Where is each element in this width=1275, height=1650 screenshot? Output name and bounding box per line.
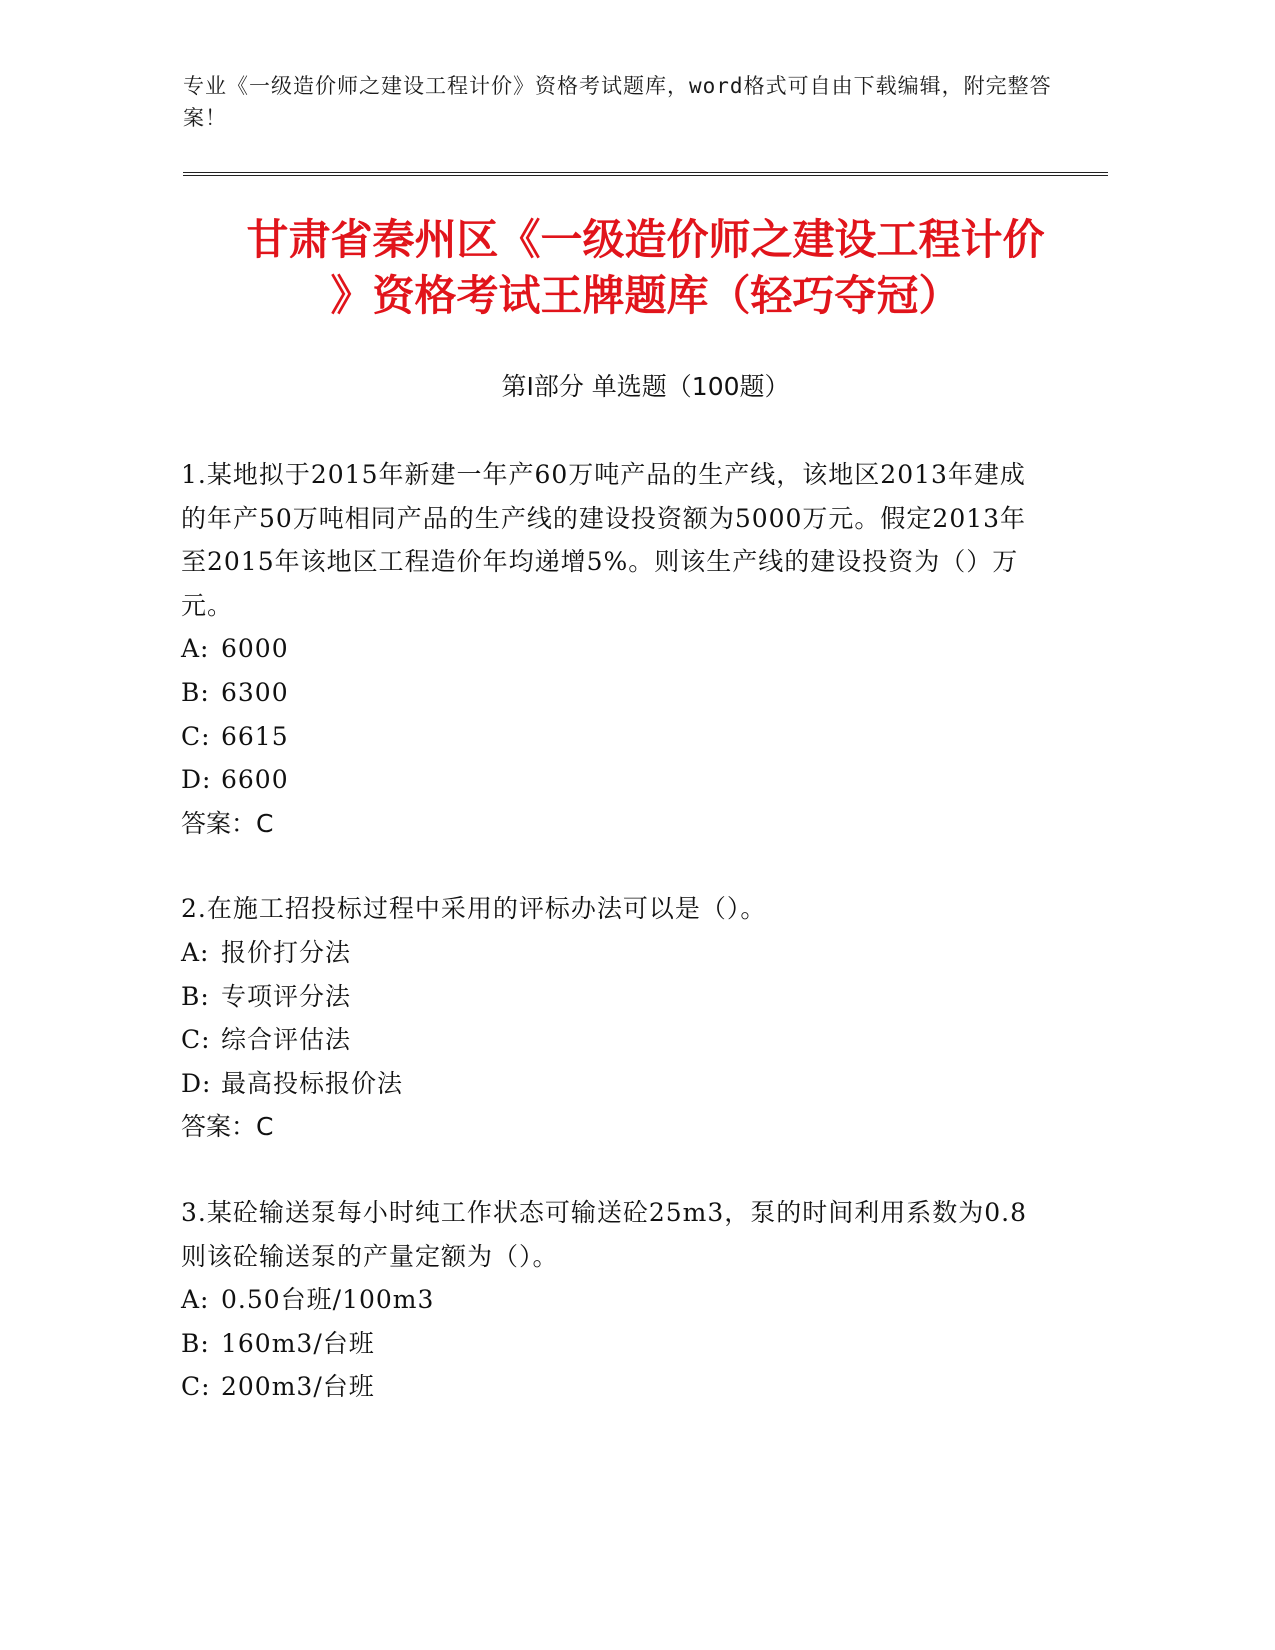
option-text: 6615 (221, 721, 289, 751)
option-letter: C: (181, 1372, 211, 1402)
option-b (181, 1322, 1041, 1366)
document-title (183, 212, 1108, 324)
question-3 (181, 1191, 1041, 1409)
option-letter: C: (181, 1025, 211, 1055)
document-title-line-2: 》资格考试王牌题库（轻巧夺冠） (330, 271, 961, 320)
option-text: 6000 (221, 634, 289, 664)
answer-line: 答案：C (181, 808, 274, 838)
option-text: 报价打分法 (221, 937, 352, 967)
option-c (181, 1018, 1041, 1062)
option-text: 200m3/台班 (221, 1372, 375, 1402)
question-1 (181, 453, 1041, 845)
option-text: 6300 (221, 677, 289, 707)
option-letter: A: (181, 1285, 210, 1315)
option-text: 综合评估法 (221, 1025, 352, 1055)
answer-line: 答案：C (181, 1112, 274, 1142)
option-letter: C: (181, 721, 211, 751)
question-2 (181, 887, 1041, 1149)
option-d (181, 758, 1041, 802)
option-text: 0.50台班/100m3 (221, 1285, 435, 1315)
option-d (181, 1062, 1041, 1106)
option-text: 6600 (221, 765, 289, 795)
question-list (181, 453, 1041, 1451)
question-stem: 2.在施工招投标过程中采用的评标办法可以是（）。 (181, 894, 767, 924)
option-letter: B: (181, 1328, 210, 1358)
option-letter: A: (181, 634, 210, 664)
question-stem: 1.某地拟于2015年新建一年产60万吨产品的生产线，该地区2013年建成的年产50万吨相同产品的生产线的建设投资额为5000万元。假定2013年至2015年该地区工程造价年均递增5%。则该生产线的建设投资为（）万元。 (181, 460, 1027, 620)
question-stem: 3.某砼输送泵每小时纯工作状态可输送砼25m3，泵的时间利用系数为0.8则该砼输送泵的产量定额为（）。 (181, 1197, 1028, 1271)
option-a (181, 931, 1041, 975)
option-a (181, 1278, 1041, 1322)
document-title-line-1: 甘肃省秦州区《一级造价师之建设工程计价 (246, 215, 1045, 264)
option-letter: D: (181, 765, 212, 795)
option-c (181, 1365, 1041, 1409)
option-letter: B: (181, 981, 210, 1011)
option-text: 专项评分法 (221, 981, 352, 1011)
option-letter: D: (181, 1068, 212, 1098)
option-b (181, 975, 1041, 1019)
option-text: 最高投标报价法 (221, 1068, 404, 1098)
option-letter: A: (181, 937, 210, 967)
option-a (181, 627, 1041, 671)
header-note: 专业《一级造价师之建设工程计价》资格考试题库，word格式可自由下载编辑，附完整答案！ (183, 74, 1052, 130)
option-letter: B: (181, 677, 210, 707)
option-text: 160m3/台班 (221, 1328, 375, 1358)
option-c (181, 715, 1041, 759)
section-title: 第Ⅰ部分 单选题（100题） (501, 372, 790, 401)
header-divider (183, 172, 1108, 176)
option-b (181, 671, 1041, 715)
